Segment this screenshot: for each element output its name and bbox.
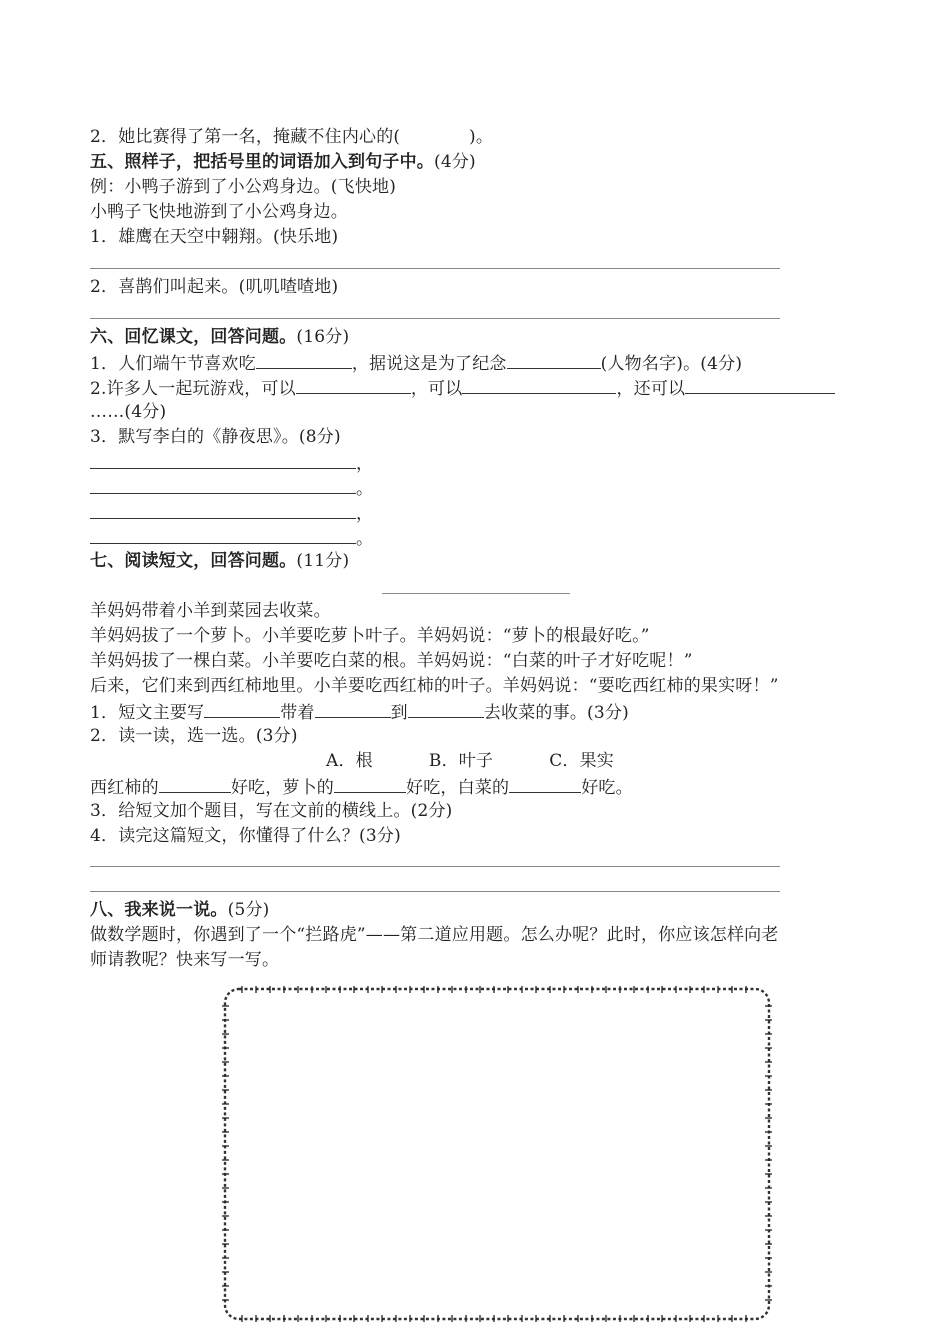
section-6-points: (16分)	[296, 327, 350, 347]
answer-line-7-4a[interactable]	[90, 866, 780, 867]
blank-tomato[interactable]	[159, 775, 231, 793]
q6-1-text-c: (人物名字)。(4分)	[600, 354, 743, 374]
poem-punct-4: 。	[356, 529, 374, 549]
section-8-points: (5分)	[227, 900, 270, 920]
section-7-points: (11分)	[296, 551, 350, 571]
fill-text-c: 好吃，白菜的	[406, 778, 510, 798]
section-6-question-2-cont: ……(4分)	[90, 402, 167, 422]
section-7-question-3: 3．给短文加个题目，写在文前的横线上。(2分)	[90, 801, 453, 821]
section-6-heading	[90, 326, 349, 348]
passage-line-4: 后来，它们来到西红柿地里。小羊要吃西红柿的叶子。羊妈妈说：“要吃西红柿的果实呀！”	[90, 676, 779, 696]
poem-punct-1: ，	[356, 454, 374, 474]
section-5-points: (4分)	[434, 152, 476, 172]
section-5-title: 五、照样子，把括号里的词语加入到句子中。	[90, 152, 434, 172]
section-7-title: 七、阅读短文，回答问题。	[90, 551, 297, 571]
blank-game-3[interactable]	[685, 376, 835, 394]
section-6-title: 六、回忆课文，回答问题。	[90, 327, 297, 347]
blank-cabbage[interactable]	[509, 775, 581, 793]
q6-2-text-c: ，还可以	[616, 379, 686, 399]
answer-line-5-2[interactable]	[90, 318, 780, 319]
passage-line-3: 羊妈妈拔了一棵白菜。小羊要吃白菜的根。羊妈妈说：“白菜的叶子才好吃呢！”	[90, 651, 693, 671]
q6-1-text-b: ，据说这是为了纪念	[351, 354, 507, 374]
blank-who-1[interactable]	[204, 700, 280, 718]
blank-game-1[interactable]	[296, 376, 411, 394]
q6-2-text-a: 2.许多人一起玩游戏，可以	[90, 379, 296, 399]
section-5-example: 例：小鸭子游到了小公鸡身边。(飞快地)	[90, 177, 397, 197]
section-6-question-2	[90, 376, 835, 400]
passage-title-line[interactable]	[382, 593, 570, 594]
poem-punct-3: ，	[356, 504, 374, 524]
section-8-heading	[90, 899, 270, 921]
poem-blank-2[interactable]	[90, 476, 356, 494]
section-7-question-1	[90, 700, 629, 724]
blank-radish[interactable]	[334, 775, 406, 793]
answer-line-5-1[interactable]	[90, 268, 780, 269]
section-8-title: 八、我来说一说。	[90, 900, 228, 920]
choice-options	[326, 750, 614, 772]
blank-game-2[interactable]	[462, 376, 616, 394]
q7-1-text-c: 到	[390, 703, 408, 723]
passage-line-1: 羊妈妈带着小羊到菜园去收菜。	[90, 601, 331, 621]
writing-box-frame[interactable]	[222, 986, 772, 1322]
answer-line-7-4b[interactable]	[90, 891, 780, 892]
q7-1-text-a: 1．短文主要写	[90, 703, 205, 723]
section-7-question-4: 4．读完这篇短文，你懂得了什么？(3分)	[90, 826, 401, 846]
poem-line-4	[90, 526, 373, 550]
section-5-heading	[90, 151, 476, 173]
blank-where[interactable]	[408, 700, 484, 718]
frame-border	[225, 989, 769, 1319]
section-8-prompt-1: 做数学题时，你遇到了一个“拦路虎”——第二道应用题。怎么办呢？此时，你应该怎样向老	[90, 925, 779, 945]
poem-line-2	[90, 476, 373, 500]
fill-text-a: 西红柿的	[90, 778, 159, 798]
blank-food[interactable]	[256, 351, 352, 369]
option-c: C．果实	[549, 751, 614, 771]
poem-blank-3[interactable]	[90, 501, 356, 519]
section-5-question-1: 1．雄鹰在天空中翱翔。(快乐地)	[90, 227, 339, 247]
section-7-question-2: 2．读一读，选一选。(3分)	[90, 726, 298, 746]
option-a: A．根	[326, 751, 373, 771]
poem-blank-4[interactable]	[90, 526, 356, 544]
passage-line-2: 羊妈妈拔了一个萝卜。小羊要吃萝卜叶子。羊妈妈说：“萝卜的根最好吃。”	[90, 626, 650, 646]
q6-1-text-a: 1．人们端午节喜欢吃	[90, 354, 256, 374]
choice-fill-sentence	[90, 775, 633, 799]
fill-text-d: 好吃。	[581, 778, 633, 798]
blank-person[interactable]	[507, 351, 601, 369]
frame-tick-marks	[222, 986, 772, 1322]
poem-punct-2: 。	[356, 479, 374, 499]
poem-line-1	[90, 451, 373, 475]
section-7-heading	[90, 550, 349, 572]
option-b: B．叶子	[428, 751, 494, 771]
section-6-question-3: 3．默写李白的《静夜思》。(8分)	[90, 427, 341, 447]
blank-who-2[interactable]	[315, 700, 391, 718]
prev-question-2: 2．她比赛得了第一名，掩藏不住内心的( )。	[90, 127, 494, 147]
section-6-question-1	[90, 351, 742, 375]
section-5-example-answer: 小鸭子飞快地游到了小公鸡身边。	[90, 202, 348, 222]
section-8-prompt-2: 师请教呢？快来写一写。	[90, 950, 280, 970]
q6-2-text-b: ，可以	[410, 379, 463, 399]
poem-blank-1[interactable]	[90, 451, 356, 469]
q7-1-text-d: 去收菜的事。(3分)	[483, 703, 629, 723]
fill-text-b: 好吃，萝卜的	[230, 778, 335, 798]
q7-1-text-b: 带着	[280, 703, 315, 723]
poem-line-3	[90, 501, 373, 525]
section-5-question-2: 2．喜鹊们叫起来。(叽叽喳喳地)	[90, 277, 339, 297]
